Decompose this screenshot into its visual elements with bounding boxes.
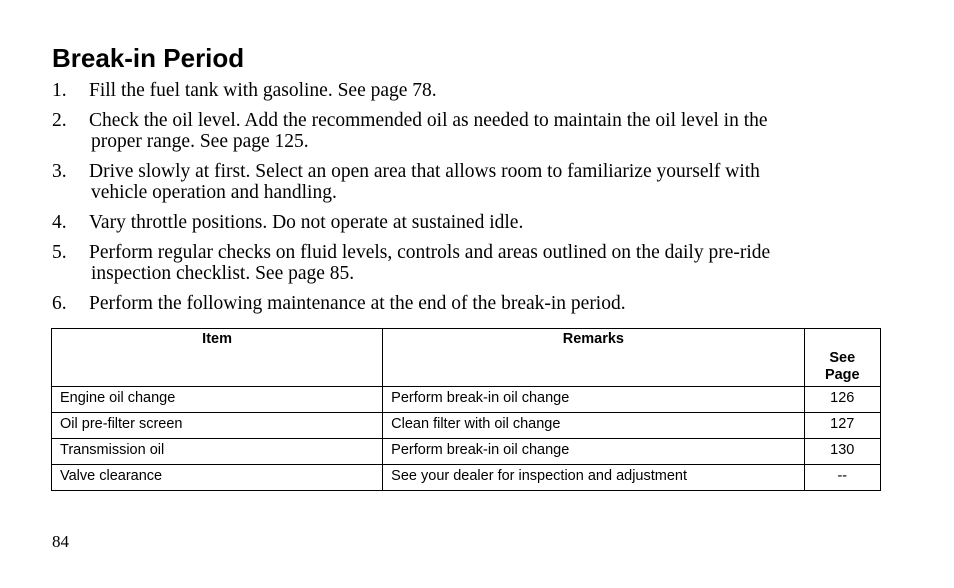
step-number: 4.	[52, 212, 67, 233]
table-row	[52, 439, 881, 465]
table-row	[52, 413, 881, 439]
table-row	[52, 465, 881, 491]
header-see-page	[804, 329, 880, 387]
step-number: 5.	[52, 242, 67, 263]
page-title: Break-in Period	[52, 43, 245, 73]
cell-item: Valve clearance	[52, 465, 383, 491]
maintenance-table	[51, 328, 881, 491]
step-number: 2.	[52, 110, 67, 131]
cell-page: --	[804, 465, 880, 491]
step-number: 6.	[52, 293, 67, 314]
step-text-continued: vehicle operation and handling.	[91, 182, 337, 203]
cell-remarks: Clean filter with oil change	[383, 413, 804, 439]
cell-item: Oil pre-filter screen	[52, 413, 383, 439]
cell-page: 127	[804, 413, 880, 439]
cell-item: Engine oil change	[52, 387, 383, 413]
step-item	[52, 110, 892, 152]
table-header-row	[52, 329, 881, 387]
header-see-page-line1: See	[829, 350, 856, 366]
step-text: Perform the following maintenance at the end of the break-in period.	[89, 293, 626, 314]
step-text: Check the oil level. Add the recommended oil as needed to maintain the oil level in the	[89, 110, 768, 131]
step-text-continued: proper range. See page 125.	[91, 131, 309, 152]
step-item	[52, 242, 892, 284]
step-text: Fill the fuel tank with gasoline. See page 78.	[89, 80, 437, 101]
header-see-page-line2: Page	[824, 367, 860, 383]
step-text: Perform regular checks on fluid levels, controls and areas outlined on the daily pre-ride	[89, 242, 771, 263]
step-item	[52, 161, 892, 203]
header-item: Item	[52, 329, 383, 387]
cell-remarks: See your dealer for inspection and adjustment	[383, 465, 804, 491]
page-number: 84	[52, 532, 69, 551]
step-number: 3.	[52, 161, 67, 182]
step-item	[52, 80, 892, 101]
table-row	[52, 387, 881, 413]
cell-remarks: Perform break-in oil change	[383, 387, 804, 413]
cell-page: 130	[804, 439, 880, 465]
step-number: 1.	[52, 80, 67, 101]
cell-remarks: Perform break-in oil change	[383, 439, 804, 465]
step-item	[52, 293, 892, 314]
step-text-continued: inspection checklist. See page 85.	[91, 263, 355, 284]
header-remarks: Remarks	[383, 329, 804, 387]
break-in-steps-list	[52, 80, 892, 323]
cell-item: Transmission oil	[52, 439, 383, 465]
cell-page: 126	[804, 387, 880, 413]
step-text: Vary throttle positions. Do not operate at sustained idle.	[89, 212, 524, 233]
step-item	[52, 212, 892, 233]
step-text: Drive slowly at first. Select an open area that allows room to familiarize yourself with	[89, 161, 760, 182]
